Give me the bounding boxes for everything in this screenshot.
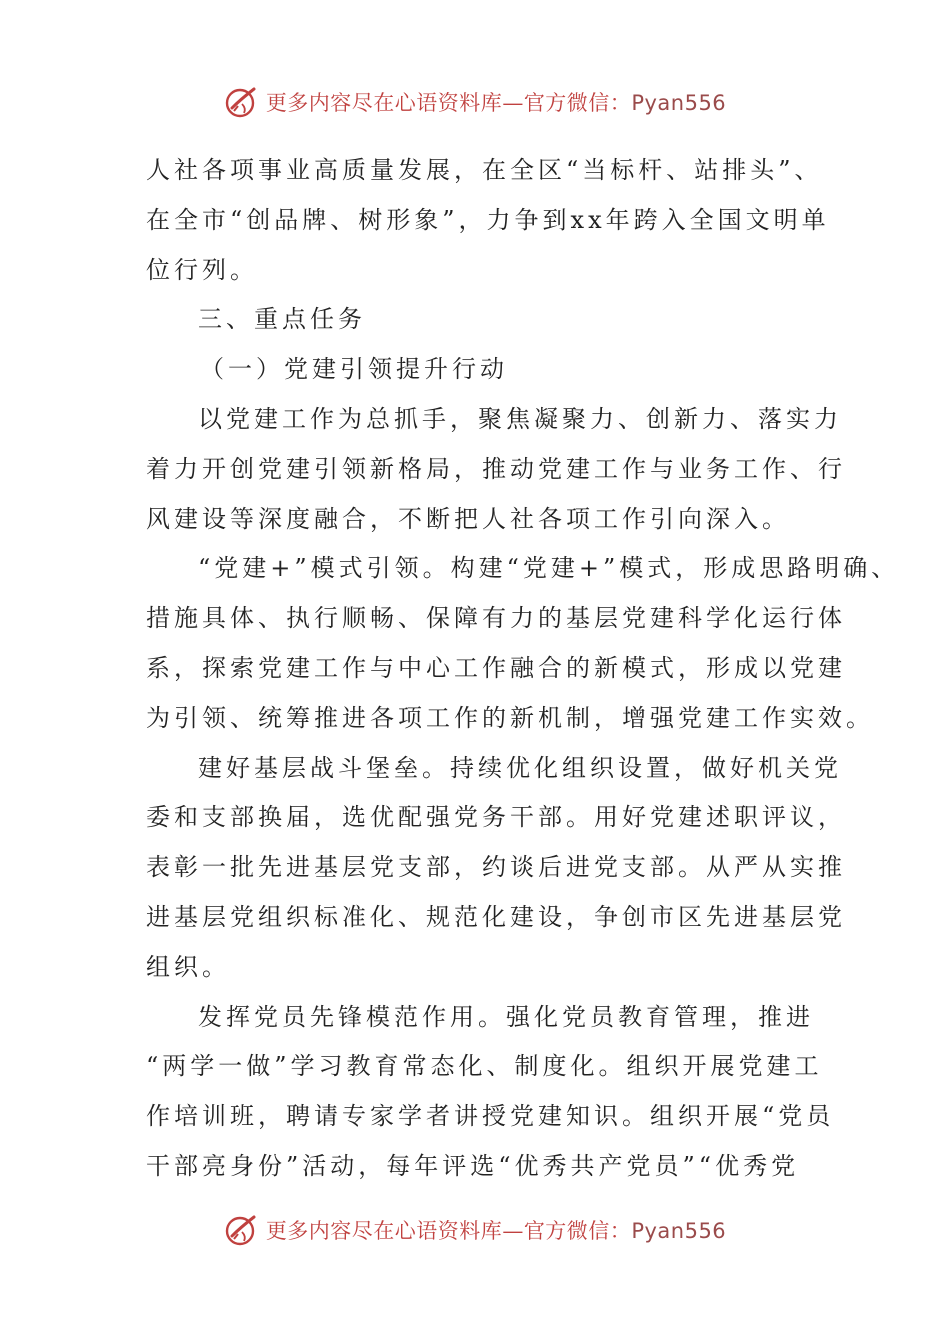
text-line: 发挥党员先锋模范作用。强化党员教育管理，推进 <box>198 1002 814 1031</box>
text-line: 措施具体、执行顺畅、保障有力的基层党建科学化运行体 <box>146 604 846 633</box>
watermark-text <box>266 87 726 117</box>
watermark-wechat-label: 官方微信： <box>523 91 632 115</box>
text-line: 人社各项事业高质量发展，在全区“当标杆、站排头”、 <box>146 156 823 184</box>
text-line: 干部亮身份”活动，每年评选“优秀共产党员”“优秀党 <box>146 1151 800 1180</box>
text-line: 着力开创党建引领新格局，推动党建工作与业务工作、行 <box>146 454 846 483</box>
subsection-heading: （一）党建引领提升行动 <box>200 355 508 384</box>
watermark-header <box>0 82 950 122</box>
text-line: 以党建工作为总抓手，聚焦凝聚力、创新力、落实力 <box>198 404 842 433</box>
text-line: 在全市“创品牌、树形象”，力争到xx年跨入全国文明单 <box>146 205 830 234</box>
watermark-wechat-label: 官方微信： <box>523 1219 632 1243</box>
text-line: 组织。 <box>146 952 230 981</box>
text-line: “两学一做”学习教育常态化、制度化。组织开展党建工 <box>146 1052 823 1081</box>
watermark-dash: — <box>502 91 524 115</box>
text-line: “党建+”模式引领。构建“党建+”模式，形成思路明确、 <box>198 554 900 583</box>
watermark-site-name: 更多内容尽在心语资料库 <box>265 91 503 115</box>
watermark-footer <box>0 1210 950 1250</box>
text-line: 位行列。 <box>146 255 258 284</box>
pen-logo-icon <box>224 1212 260 1248</box>
text-line: 作培训班，聘请专家学者讲授党建知识。组织开展“党员 <box>146 1102 835 1131</box>
section-heading: 三、重点任务 <box>198 305 366 334</box>
document-body <box>146 146 900 1192</box>
watermark-text <box>266 1215 726 1245</box>
text-line: 进基层党组织标准化、规范化建设，争创市区先进基层党 <box>146 902 846 931</box>
text-line: 系，探索党建工作与中心工作融合的新模式，形成以党建 <box>146 653 846 682</box>
text-line: 建好基层战斗堡垒。持续优化组织设置，做好机关党 <box>198 753 842 782</box>
watermark-site-name: 更多内容尽在心语资料库 <box>265 1219 503 1243</box>
text-line: 风建设等深度融合，不断把人社各项工作引向深入。 <box>146 504 790 533</box>
watermark-wechat-id: Pyan556 <box>631 1219 727 1243</box>
text-line: 表彰一批先进基层党支部，约谈后进党支部。从严从实推 <box>146 853 846 882</box>
text-line: 委和支部换届，选优配强党务干部。用好党建述职评议， <box>146 803 846 832</box>
watermark-dash: — <box>502 1219 524 1243</box>
pen-logo-icon <box>224 84 260 120</box>
watermark-wechat-id: Pyan556 <box>631 91 727 115</box>
text-line: 为引领、统筹推进各项工作的新机制，增强党建工作实效。 <box>146 703 874 732</box>
